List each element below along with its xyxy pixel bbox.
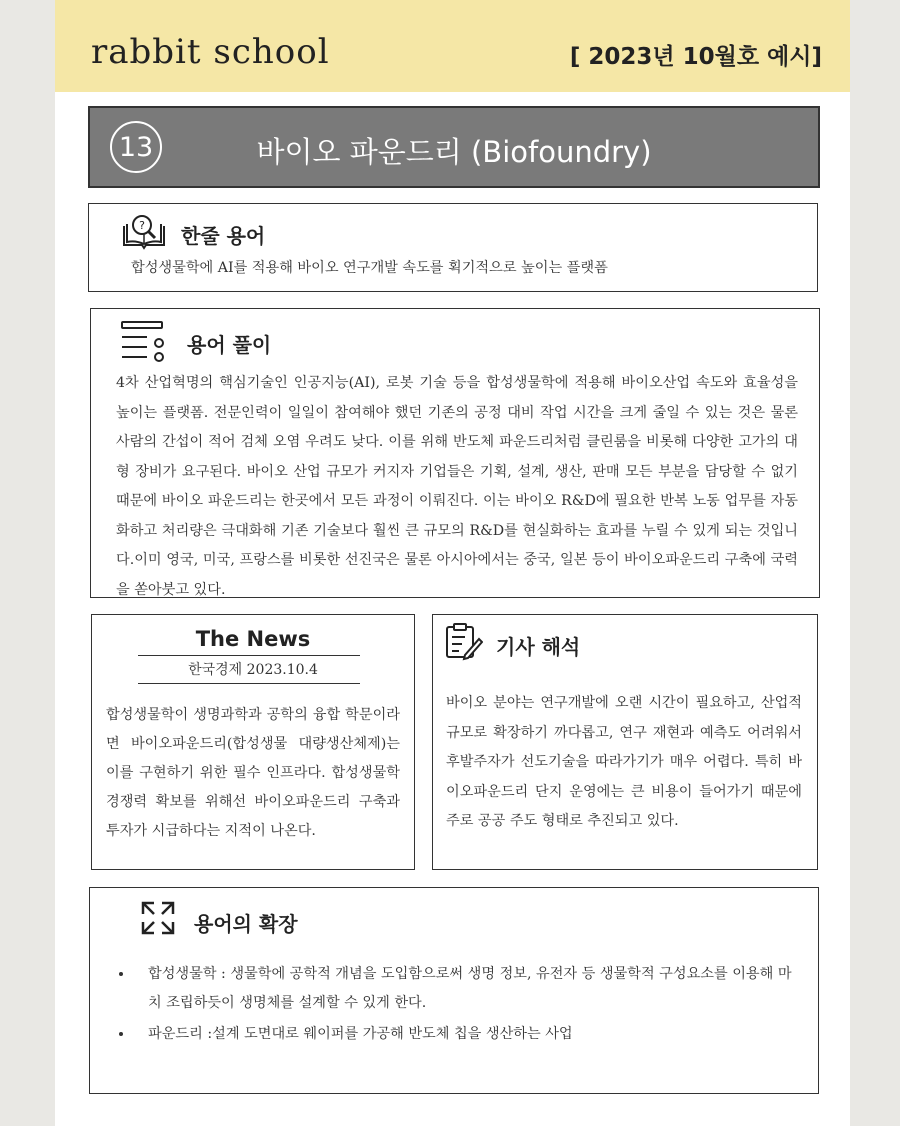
one-line-heading: 한줄 용어 [181,224,266,248]
expand-arrows-icon [140,900,176,936]
explanation-heading: 용어 풀이 [187,333,272,357]
extension-box [89,887,819,1094]
book-search-icon [121,212,167,250]
news-divider-bottom [138,683,360,684]
explanation-text: 4차 산업혁명의 핵심기술인 인공지능(AI), 로봇 기술 등을 합성생물학에 적용해 바이오산업 속도와 효율성을 높이는 플랫폼. 전문인력이 일일이 참여해야 했던 기존의 공정 대비 작업 시간을 크게 줄일 수 있는 것은 물론 사람의 간섭이 적어 검체 오염 우려도 낮다. 이를 위해 반도체 파운드리처럼 클린룸을 비롯해 다양한 고가의 대형 장비가 요구된다. 바이오 산업 규모가 커지자 기업들은 기획, 설계, 생산, 판매 모든 부분을 담당할 수 없기 때문에 바이오 파운드리는 한곳에서 모든 과정이 이뤄진다. 이는 바이오 R&D에 필요한 반복 노동 업무를 자동화하고 처리량은 극대화해 기존 기술보다 훨씬 큰 규모의 R&D를 현실화하는 효과를 누릴 수 있게 되는 것입니다.이미 영국, 미국, 프랑스를 비롯한 선진국은 물론 아시아에서는 중국, 일본 등이 바이오파운드리 구축에 국력을 쏟아붓고 있다. [116,375,798,598]
one-line-term-box [88,203,818,292]
brand-name: rabbit school [91,32,330,72]
newsletter-page [55,0,850,1126]
title-bar [88,106,820,188]
news-text: 합성생물학이 생명과학과 공학의 융합 학문이라면 바이오파운드리(합성생물 대량생산체제)는 이를 구현하기 위한 필수 인프라다. 합성생물학 경쟁력 확보를 위해선 바이오파운드리 구축과 투자가 시급하다는 지적이 나온다. [106,707,400,839]
news-box [91,614,415,870]
news-source: 한국경제 2023.10.4 [188,662,318,678]
extension-item: • 합성생물학 : 생물학에 공학적 개념을 도입함으로써 생명 정보, 유전자 등 생물학적 구성요소를 이용해 마치 조립하듯이 생명체를 설계할 수 있게 한다. [134,960,804,1018]
clipboard-pencil-icon [443,621,483,661]
extension-list [104,960,804,1051]
header-banner [55,0,850,92]
analysis-box [432,614,818,870]
one-line-text: 합성생물학에 AI를 적용해 바이오 연구개발 속도를 획기적으로 높이는 플랫폼 [131,260,608,276]
analysis-heading: 기사 해석 [496,635,581,659]
news-divider-top [138,655,360,656]
news-title: The News [195,627,311,651]
analysis-text: 바이오 분야는 연구개발에 오랜 시간이 필요하고, 산업적 규모로 확장하기 까다롭고, 연구 재현과 예측도 어려워서 후발주자가 선도기술을 따라가기가 매우 어렵다. 특히 바이오파운드리 단지 운영에는 큰 비용이 들어가기 때문에 주로 공공 주도 형태로 추진되고 있다. [446,695,802,829]
extension-heading: 용어의 확장 [194,912,298,936]
term-number: 13 [110,121,162,173]
extension-item: • 파운드리 :설계 도면대로 웨이퍼를 가공해 반도체 칩을 생산하는 사업 [134,1020,804,1049]
explanation-box [90,308,820,598]
issue-label: [ 2023년 10월호 예시] [569,44,822,70]
page-title: 바이오 파운드리 (Biofoundry) [256,135,652,169]
list-icon [119,319,169,365]
svg-text:?: ? [139,219,145,232]
